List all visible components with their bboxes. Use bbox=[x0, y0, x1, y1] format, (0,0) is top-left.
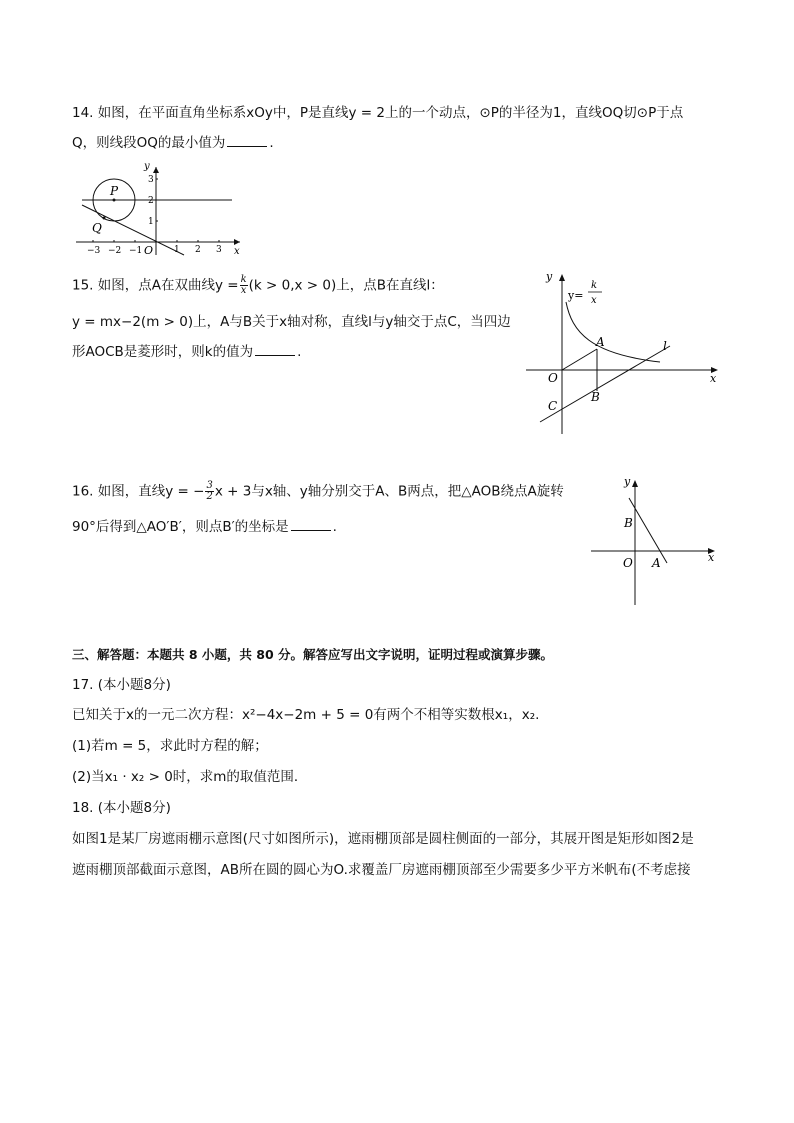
y-tick-label: 2 bbox=[148, 196, 154, 206]
q16-line-2-text: 90°后得到△AO′B′，则点B′的坐标是 bbox=[72, 519, 289, 535]
q17-head: 17. (本小题8分) bbox=[72, 677, 171, 693]
q18-line-1: 如图1是某厂房遮雨棚示意图(尺寸如图所示)，遮雨棚顶部是圆柱侧面的一部分，其展开图是矩形如图2是 bbox=[72, 831, 694, 847]
period: . bbox=[269, 135, 274, 151]
x-tick-label: −3 bbox=[87, 246, 101, 256]
q17-part-1: (1)若m = 5，求此时方程的解； bbox=[72, 738, 268, 754]
point-a-label: A bbox=[652, 556, 661, 570]
answer-blank bbox=[227, 134, 267, 147]
point-b-label: B bbox=[624, 516, 633, 530]
period: . bbox=[297, 344, 302, 360]
fraction-k-over-x: $\frac{k}{x}$ bbox=[240, 274, 247, 296]
y-tick-label: 1 bbox=[148, 217, 154, 227]
q16-line-1-b: x + 3与x轴、y轴分别交于A、B两点，把△AOB绕点A旋转 bbox=[214, 483, 564, 500]
q14-figure bbox=[72, 155, 247, 260]
q15-line-1-b: (k > 0,x > 0)上，点B在直线l： bbox=[248, 277, 444, 294]
section-heading: 三、解答题：本题共 8 小题，共 80 分。解答应写出文字说明，证明过程或演算步骤。 bbox=[72, 647, 554, 662]
fraction-3-over-2: $\frac{3}{2}$ bbox=[206, 480, 213, 502]
y-axis-label: y bbox=[624, 475, 631, 488]
x-axis-label: x bbox=[234, 246, 240, 257]
q15-line-3 bbox=[72, 342, 301, 362]
y-axis-label: y bbox=[144, 161, 150, 172]
q14-line-1: 14. 如图，在平面直角坐标系xOy中，P是直线y = 2上的一个动点，⊙P的半径为1，直线OQ切⊙P于点 bbox=[72, 105, 684, 121]
x-tick-label: 1 bbox=[174, 245, 180, 255]
answer-blank bbox=[255, 343, 295, 356]
curve-label: y= bbox=[568, 289, 584, 302]
q16-line-1-a: 16. 如图，直线y = − bbox=[72, 483, 205, 500]
q17-stem: 已知关于x的一元二次方程：x²−4x−2m + 5 = 0有两个不相等实数根x₁，x₂. bbox=[72, 707, 540, 723]
point-q-dot bbox=[103, 217, 106, 220]
q15-line-1 bbox=[72, 275, 444, 296]
q15-line-2: y = mx−2(m > 0)上，A与B关于x轴对称，直线l与y轴交于点C，当四边 bbox=[72, 314, 511, 330]
point-a-label: A bbox=[596, 335, 605, 349]
line-l-label: l bbox=[663, 339, 667, 353]
x-axis-label: x bbox=[710, 372, 717, 385]
q14-line-2 bbox=[72, 133, 274, 153]
curve-label-denominator: x bbox=[591, 295, 597, 306]
q14-line-2-text: Q，则线段OQ的最小值为 bbox=[72, 135, 226, 151]
x-tick-label: 2 bbox=[195, 245, 201, 255]
q18-head: 18. (本小题8分) bbox=[72, 800, 171, 816]
hyperbola-curve bbox=[566, 302, 660, 362]
y-axis-label: y bbox=[546, 270, 553, 283]
x-tick-label: −1 bbox=[129, 246, 143, 256]
q17-part-2: (2)当x₁ · x₂ > 0时，求m的取值范围． bbox=[72, 769, 308, 785]
period: . bbox=[332, 519, 337, 535]
q16-line-1 bbox=[72, 481, 564, 502]
segment-oa bbox=[562, 349, 597, 370]
q16-line-2 bbox=[72, 517, 337, 537]
point-c-label: C bbox=[548, 399, 558, 413]
origin-label: O bbox=[623, 556, 633, 570]
x-axis-label: x bbox=[708, 551, 715, 564]
x-tick-label: 3 bbox=[216, 245, 222, 255]
origin-label: O bbox=[144, 244, 154, 257]
point-q-label: Q bbox=[92, 221, 102, 235]
center-p bbox=[113, 199, 116, 202]
line-l bbox=[540, 346, 670, 422]
q15-line-1-a: 15. 如图，点A在双曲线y = bbox=[72, 277, 239, 294]
q16-figure bbox=[585, 472, 725, 610]
q15-line-3-text: 形AOCB是菱形时，则k的值为 bbox=[72, 344, 254, 360]
answer-blank bbox=[291, 518, 331, 531]
curve-label-numerator: k bbox=[591, 280, 598, 291]
point-p-label: P bbox=[110, 184, 119, 198]
y-tick-label: 3 bbox=[148, 175, 154, 185]
point-b-label: B bbox=[591, 390, 600, 404]
x-tick-label: −2 bbox=[108, 246, 122, 256]
q15-figure bbox=[520, 262, 726, 437]
q18-line-2: 遮雨棚顶部截面示意图，AB所在圆的圆心为O.求覆盖厂房遮雨棚顶部至少需要多少平方米帆布(不考虑接 bbox=[72, 862, 691, 878]
origin-label: O bbox=[548, 371, 558, 385]
